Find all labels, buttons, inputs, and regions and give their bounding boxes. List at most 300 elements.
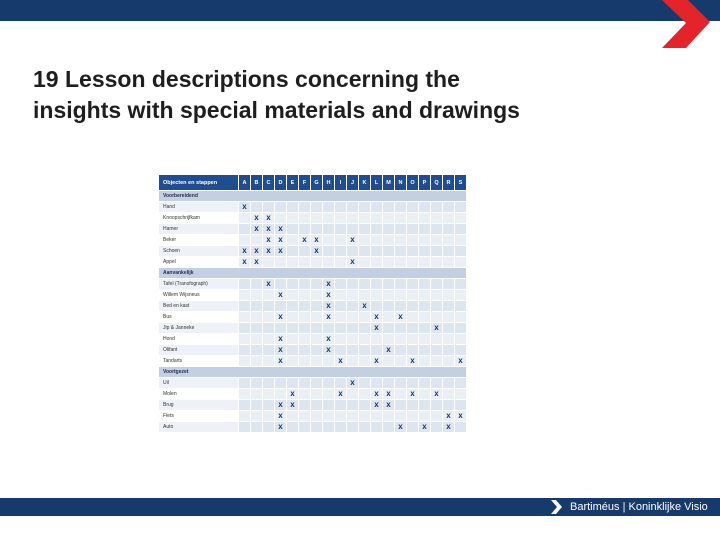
matrix-cell <box>263 312 275 323</box>
matrix-cell <box>455 213 467 224</box>
matrix-row-label: Tafel (Transfograph) <box>159 279 239 290</box>
matrix-cell <box>407 334 419 345</box>
matrix-cell <box>335 235 347 246</box>
matrix-cell <box>431 290 443 301</box>
matrix-row-label: Jip & Janneke <box>159 323 239 334</box>
matrix-cell <box>347 246 359 257</box>
matrix-row <box>159 257 467 268</box>
matrix-cell <box>239 345 251 356</box>
matrix-cell <box>335 411 347 422</box>
matrix-cell <box>431 334 443 345</box>
matrix-row <box>159 224 467 235</box>
matrix-cell <box>407 202 419 213</box>
matrix-cell <box>395 323 407 334</box>
white-chevron-icon <box>549 499 565 515</box>
matrix-cell <box>371 290 383 301</box>
matrix-cell <box>287 356 299 367</box>
matrix-cell <box>251 400 263 411</box>
matrix-cell <box>383 301 395 312</box>
matrix-mark: x <box>251 257 263 268</box>
matrix-mark: x <box>263 279 275 290</box>
matrix-mark: x <box>275 224 287 235</box>
slide-title <box>33 64 673 126</box>
matrix-cell <box>287 422 299 433</box>
matrix-cell <box>311 389 323 400</box>
matrix-cell <box>359 312 371 323</box>
matrix-mark: x <box>275 235 287 246</box>
matrix-cell <box>407 422 419 433</box>
matrix-cell <box>239 422 251 433</box>
red-chevron-icon <box>662 0 720 48</box>
matrix-cell <box>407 378 419 389</box>
matrix-mark: x <box>263 246 275 257</box>
matrix-mark: x <box>431 323 443 334</box>
matrix-cell <box>383 290 395 301</box>
matrix-cell <box>239 290 251 301</box>
matrix-cell <box>335 312 347 323</box>
matrix-cell <box>443 290 455 301</box>
matrix-cell <box>287 246 299 257</box>
matrix-mark: x <box>371 400 383 411</box>
matrix-cell <box>395 345 407 356</box>
matrix-cell <box>455 400 467 411</box>
matrix-mark: x <box>275 411 287 422</box>
matrix-cell <box>407 345 419 356</box>
matrix-column-header: L <box>371 175 383 191</box>
matrix-mark: x <box>239 202 251 213</box>
matrix-cell <box>455 323 467 334</box>
matrix-cell <box>299 389 311 400</box>
matrix-cell <box>263 400 275 411</box>
matrix-cell <box>455 345 467 356</box>
matrix-cell <box>455 246 467 257</box>
matrix-cell <box>239 334 251 345</box>
matrix-cell <box>323 246 335 257</box>
matrix-cell <box>371 257 383 268</box>
matrix-cell <box>359 334 371 345</box>
matrix-cell <box>395 279 407 290</box>
matrix-cell <box>383 202 395 213</box>
matrix-cell <box>311 224 323 235</box>
matrix-cell <box>347 334 359 345</box>
matrix-column-header: S <box>455 175 467 191</box>
slide-title-line-2: insights with special materials and drawings <box>33 97 520 123</box>
matrix-cell <box>263 411 275 422</box>
matrix-cell <box>407 213 419 224</box>
matrix-row <box>159 301 467 312</box>
matrix-mark: x <box>275 356 287 367</box>
matrix-cell <box>275 279 287 290</box>
matrix-cell <box>383 356 395 367</box>
matrix-cell <box>455 312 467 323</box>
matrix-section-label: Voortgezet <box>159 367 467 378</box>
matrix-cell <box>299 213 311 224</box>
matrix-cell <box>287 213 299 224</box>
matrix-cell <box>407 279 419 290</box>
matrix-mark: x <box>407 356 419 367</box>
matrix-column-header: E <box>287 175 299 191</box>
matrix-cell <box>263 257 275 268</box>
matrix-cell <box>419 389 431 400</box>
matrix-column-header: F <box>299 175 311 191</box>
matrix-cell <box>455 389 467 400</box>
matrix-mark: x <box>311 235 323 246</box>
matrix-cell <box>347 279 359 290</box>
lesson-matrix <box>158 174 467 433</box>
matrix-row-label: Schoen <box>159 246 239 257</box>
matrix-row <box>159 400 467 411</box>
matrix-cell <box>287 279 299 290</box>
matrix-cell <box>287 224 299 235</box>
matrix-mark: x <box>455 356 467 367</box>
matrix-row-label: Olifant <box>159 345 239 356</box>
matrix-cell <box>455 279 467 290</box>
matrix-cell <box>419 378 431 389</box>
matrix-cell <box>395 356 407 367</box>
matrix-row-label: Beker <box>159 235 239 246</box>
matrix-cell <box>239 213 251 224</box>
matrix-mark: x <box>359 301 371 312</box>
matrix-cell <box>431 422 443 433</box>
matrix-mark: x <box>251 213 263 224</box>
matrix-cell <box>431 224 443 235</box>
matrix-cell <box>431 301 443 312</box>
matrix-mark: x <box>395 312 407 323</box>
matrix-row-label: Brug <box>159 400 239 411</box>
matrix-cell <box>347 389 359 400</box>
matrix-cell <box>395 213 407 224</box>
matrix-cell <box>335 279 347 290</box>
matrix-cell <box>395 389 407 400</box>
matrix-mark: x <box>371 323 383 334</box>
matrix-cell <box>431 345 443 356</box>
matrix-cell <box>431 202 443 213</box>
matrix-cell <box>299 246 311 257</box>
matrix-cell <box>443 323 455 334</box>
matrix-cell <box>239 312 251 323</box>
matrix-cell <box>335 301 347 312</box>
matrix-cell <box>455 235 467 246</box>
matrix-cell <box>371 301 383 312</box>
matrix-mark: x <box>311 246 323 257</box>
matrix-mark: x <box>251 246 263 257</box>
matrix-cell <box>287 334 299 345</box>
matrix-row-label: Hamer <box>159 224 239 235</box>
matrix-cell <box>395 301 407 312</box>
matrix-cell <box>407 290 419 301</box>
matrix-cell <box>335 224 347 235</box>
matrix-row <box>159 422 467 433</box>
matrix-mark: x <box>239 257 251 268</box>
matrix-cell <box>347 411 359 422</box>
matrix-cell <box>311 213 323 224</box>
matrix-cell <box>263 334 275 345</box>
matrix-cell <box>383 213 395 224</box>
matrix-cell <box>287 345 299 356</box>
matrix-mark: x <box>275 312 287 323</box>
lesson-matrix-table <box>158 174 467 433</box>
matrix-cell <box>359 356 371 367</box>
matrix-cell <box>443 235 455 246</box>
matrix-mark: x <box>407 389 419 400</box>
matrix-cell <box>251 411 263 422</box>
matrix-cell <box>311 400 323 411</box>
matrix-cell <box>323 213 335 224</box>
matrix-cell <box>359 378 371 389</box>
matrix-cell <box>443 400 455 411</box>
matrix-row-label: Auto <box>159 422 239 433</box>
matrix-cell <box>371 213 383 224</box>
matrix-cell <box>455 224 467 235</box>
matrix-mark: x <box>239 246 251 257</box>
matrix-cell <box>251 389 263 400</box>
matrix-cell <box>323 422 335 433</box>
matrix-cell <box>443 301 455 312</box>
matrix-cell <box>323 235 335 246</box>
matrix-cell <box>311 202 323 213</box>
matrix-row-label: Willem Wijsneus <box>159 290 239 301</box>
matrix-cell <box>287 312 299 323</box>
matrix-cell <box>311 345 323 356</box>
matrix-mark: x <box>443 422 455 433</box>
matrix-cell <box>347 202 359 213</box>
matrix-column-header: I <box>335 175 347 191</box>
matrix-cell <box>335 323 347 334</box>
matrix-body <box>159 191 467 433</box>
footer-brand-text: Bartiméus | Koninklijke Visio <box>570 501 708 513</box>
matrix-column-header: H <box>323 175 335 191</box>
matrix-cell <box>383 235 395 246</box>
matrix-cell <box>323 224 335 235</box>
matrix-cell <box>455 378 467 389</box>
matrix-cell <box>419 323 431 334</box>
matrix-mark: x <box>275 422 287 433</box>
matrix-cell <box>287 257 299 268</box>
matrix-cell <box>299 378 311 389</box>
matrix-cell <box>239 279 251 290</box>
matrix-column-header: R <box>443 175 455 191</box>
matrix-cell <box>347 356 359 367</box>
matrix-section-label: Voorbereidend <box>159 191 467 202</box>
matrix-cell <box>443 378 455 389</box>
matrix-mark: x <box>383 400 395 411</box>
matrix-cell <box>239 224 251 235</box>
matrix-cell <box>347 301 359 312</box>
matrix-cell <box>419 356 431 367</box>
matrix-cell <box>263 389 275 400</box>
matrix-mark: x <box>347 378 359 389</box>
matrix-mark: x <box>263 224 275 235</box>
matrix-cell <box>335 213 347 224</box>
matrix-mark: x <box>263 235 275 246</box>
matrix-cell <box>299 400 311 411</box>
matrix-cell <box>323 323 335 334</box>
matrix-column-header: Q <box>431 175 443 191</box>
matrix-cell <box>371 411 383 422</box>
matrix-cell <box>419 213 431 224</box>
matrix-mark: x <box>323 345 335 356</box>
matrix-cell <box>311 323 323 334</box>
matrix-row <box>159 290 467 301</box>
matrix-cell <box>419 334 431 345</box>
matrix-cell <box>431 411 443 422</box>
matrix-cell <box>335 400 347 411</box>
matrix-cell <box>371 279 383 290</box>
matrix-cell <box>239 389 251 400</box>
matrix-row-label: Fiets <box>159 411 239 422</box>
matrix-row <box>159 389 467 400</box>
matrix-cell <box>347 400 359 411</box>
matrix-cell <box>287 235 299 246</box>
matrix-cell <box>299 312 311 323</box>
matrix-column-header: G <box>311 175 323 191</box>
matrix-mark: x <box>323 312 335 323</box>
matrix-cell <box>299 356 311 367</box>
matrix-cell <box>431 235 443 246</box>
matrix-mark: x <box>371 389 383 400</box>
matrix-cell <box>263 290 275 301</box>
matrix-section-label: Aanvankelijk <box>159 268 467 279</box>
matrix-cell <box>371 345 383 356</box>
matrix-cell <box>347 345 359 356</box>
matrix-cell <box>407 411 419 422</box>
matrix-mark: x <box>431 389 443 400</box>
matrix-cell <box>383 323 395 334</box>
matrix-cell <box>275 389 287 400</box>
matrix-cell <box>275 378 287 389</box>
matrix-cell <box>251 323 263 334</box>
matrix-mark: x <box>275 334 287 345</box>
matrix-section-row <box>159 191 467 202</box>
matrix-cell <box>335 257 347 268</box>
matrix-mark: x <box>395 422 407 433</box>
matrix-cell <box>443 213 455 224</box>
matrix-cell <box>311 290 323 301</box>
matrix-cell <box>371 235 383 246</box>
matrix-cell <box>347 213 359 224</box>
matrix-cell <box>359 422 371 433</box>
matrix-cell <box>431 378 443 389</box>
matrix-cell <box>431 356 443 367</box>
matrix-cell <box>335 422 347 433</box>
matrix-row-label: Molen <box>159 389 239 400</box>
matrix-cell <box>263 323 275 334</box>
matrix-cell <box>431 279 443 290</box>
matrix-cell <box>395 235 407 246</box>
matrix-mark: x <box>287 389 299 400</box>
matrix-cell <box>311 279 323 290</box>
matrix-cell <box>251 235 263 246</box>
matrix-cell <box>323 411 335 422</box>
matrix-cell <box>251 290 263 301</box>
matrix-cell <box>299 345 311 356</box>
matrix-cell <box>419 224 431 235</box>
matrix-cell <box>419 400 431 411</box>
matrix-cell <box>359 389 371 400</box>
matrix-mark: x <box>347 257 359 268</box>
matrix-mark: x <box>323 279 335 290</box>
matrix-cell <box>455 422 467 433</box>
matrix-cell <box>299 301 311 312</box>
matrix-cell <box>263 378 275 389</box>
matrix-mark: x <box>263 213 275 224</box>
matrix-cell <box>395 411 407 422</box>
matrix-cell <box>443 389 455 400</box>
matrix-cell <box>395 334 407 345</box>
top-banner <box>0 0 720 21</box>
matrix-cell <box>275 202 287 213</box>
matrix-cell <box>359 323 371 334</box>
matrix-cell <box>323 378 335 389</box>
matrix-section-row <box>159 367 467 378</box>
matrix-mark: x <box>275 290 287 301</box>
matrix-column-header: D <box>275 175 287 191</box>
matrix-cell <box>419 235 431 246</box>
matrix-mark: x <box>323 301 335 312</box>
matrix-cell <box>347 224 359 235</box>
matrix-column-header: M <box>383 175 395 191</box>
matrix-mark: x <box>275 246 287 257</box>
matrix-cell <box>359 257 371 268</box>
matrix-cell <box>299 202 311 213</box>
matrix-cell <box>359 345 371 356</box>
matrix-cell <box>431 246 443 257</box>
matrix-cell <box>287 378 299 389</box>
matrix-mark: x <box>335 389 347 400</box>
matrix-cell <box>335 202 347 213</box>
matrix-cell <box>407 257 419 268</box>
matrix-cell <box>431 257 443 268</box>
matrix-cell <box>455 202 467 213</box>
matrix-header-row <box>159 175 467 191</box>
matrix-cell <box>407 246 419 257</box>
matrix-cell <box>395 224 407 235</box>
matrix-row-label: Hond <box>159 334 239 345</box>
matrix-mark: x <box>383 345 395 356</box>
matrix-cell <box>383 246 395 257</box>
matrix-cell <box>407 301 419 312</box>
matrix-cell <box>299 422 311 433</box>
matrix-cell <box>299 279 311 290</box>
matrix-cell <box>251 356 263 367</box>
matrix-cell <box>239 301 251 312</box>
matrix-cell <box>371 224 383 235</box>
matrix-cell <box>359 400 371 411</box>
matrix-cell <box>407 224 419 235</box>
matrix-cell <box>299 323 311 334</box>
matrix-row <box>159 356 467 367</box>
matrix-cell <box>251 378 263 389</box>
matrix-cell <box>347 290 359 301</box>
matrix-cell <box>419 345 431 356</box>
matrix-row <box>159 202 467 213</box>
matrix-column-header: B <box>251 175 263 191</box>
matrix-cell <box>251 301 263 312</box>
matrix-cell <box>251 312 263 323</box>
matrix-mark: x <box>347 235 359 246</box>
matrix-cell <box>455 290 467 301</box>
matrix-cell <box>371 202 383 213</box>
matrix-cell <box>443 356 455 367</box>
matrix-mark: x <box>419 422 431 433</box>
matrix-mark: x <box>323 334 335 345</box>
matrix-row <box>159 334 467 345</box>
matrix-cell <box>287 202 299 213</box>
matrix-row <box>159 213 467 224</box>
matrix-mark: x <box>371 312 383 323</box>
matrix-row <box>159 323 467 334</box>
matrix-cell <box>287 290 299 301</box>
